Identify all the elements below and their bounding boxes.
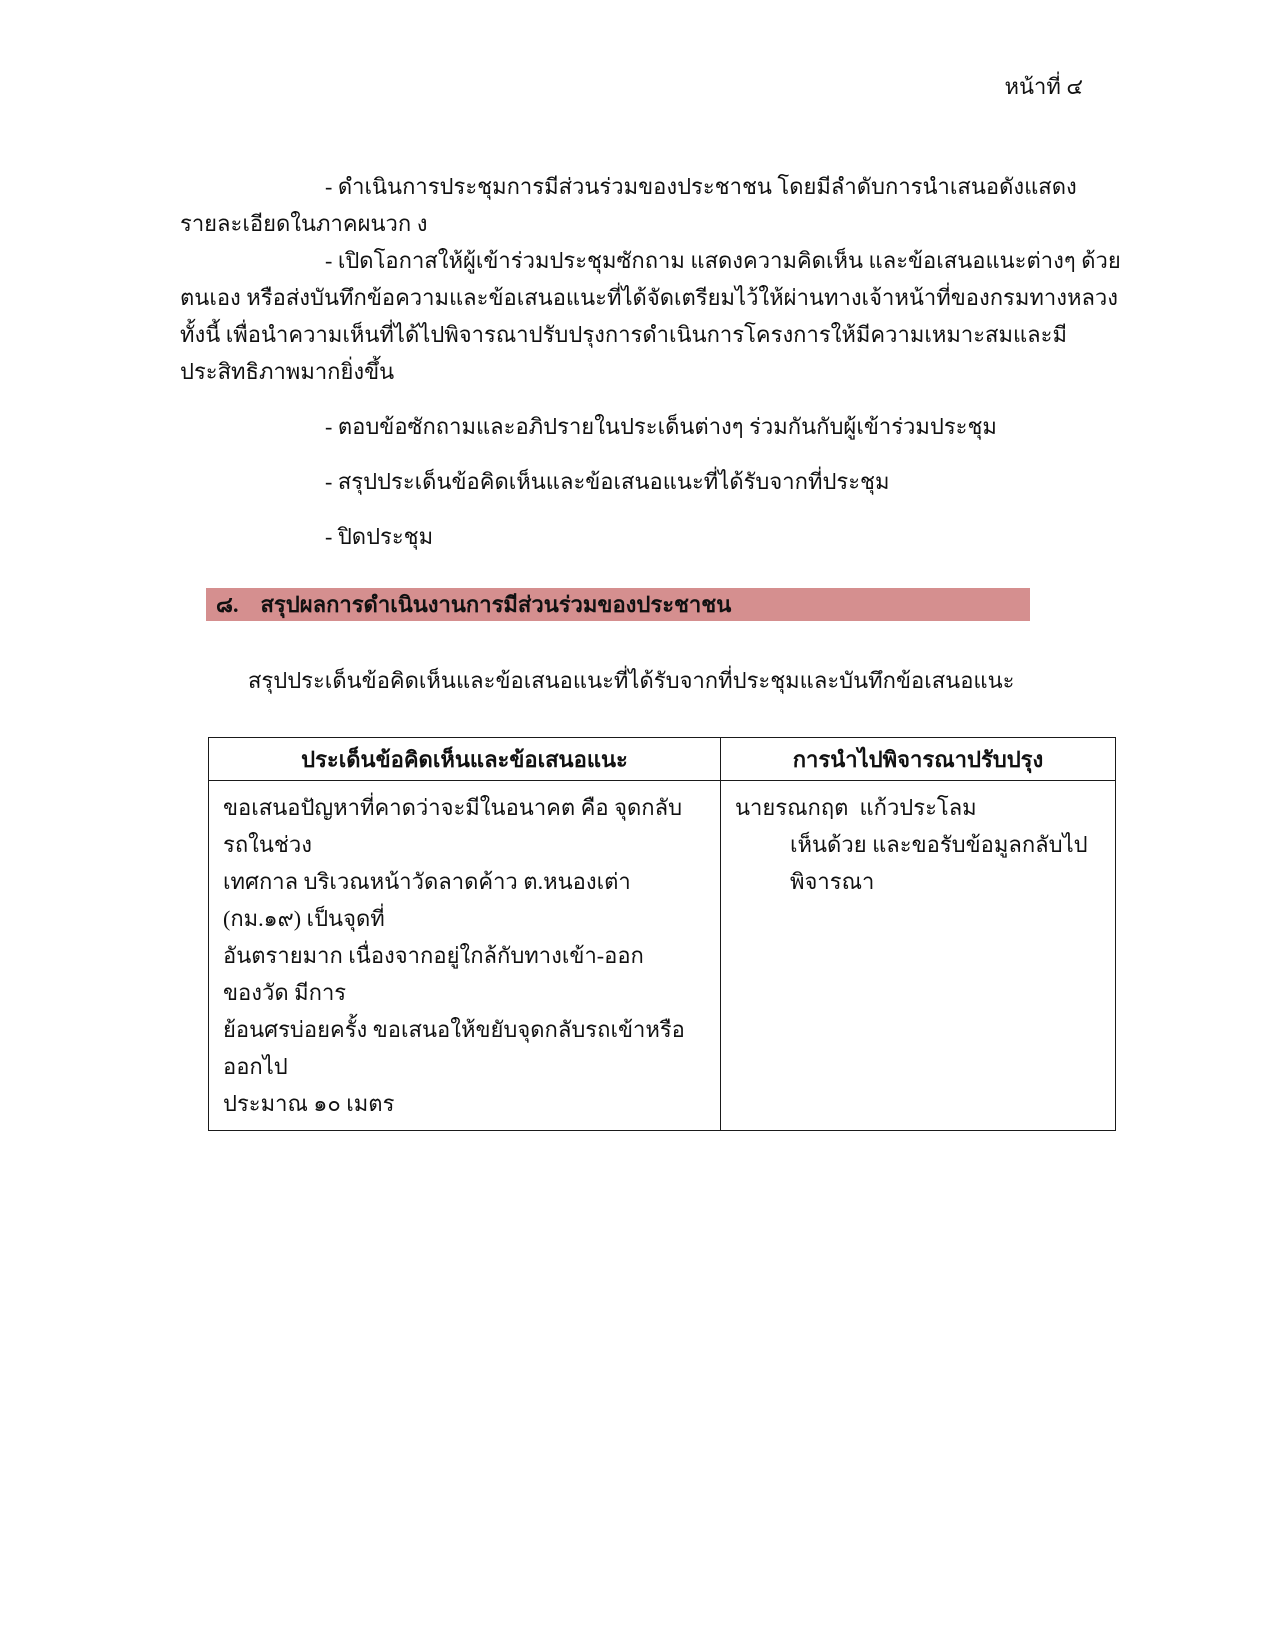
comment-line: ประมาณ ๑๐ เมตร (223, 1091, 395, 1116)
table-header-consideration: การนำไปพิจารณาปรับปรุง (721, 738, 1116, 781)
comment-line: ย้อนศรบ่อยครั้ง ขอเสนอให้ขยับจุดกลับรถเข้าหรือออกไป (223, 1017, 685, 1079)
comment-line: เทศกาล บริเวณหน้าวัดลาดค้าว ต.หนองเต่า (กม.๑๙) เป็นจุดที่ (223, 869, 637, 931)
paragraph-line: ทั้งนี้ เพื่อนำความเห็นที่ได้ไปพิจารณาปรับปรุงการดำเนินการโครงการให้มีความเหมาะสมและมี (180, 322, 1067, 347)
paragraph-line: ตนเอง หรือส่งบันทึกข้อความและข้อเสนอแนะที่ได้จัดเตรียมไว้ให้ผ่านทางเจ้าหน้าที่ของกรมทางหลวง (180, 285, 1119, 310)
response-name: นายรณกฤต แก้วประโลม (735, 795, 977, 820)
section-header-bar (206, 588, 1030, 621)
paragraph (180, 168, 1077, 242)
comment-line: อันตรายมาก เนื่องจากอยู่ใกล้กับทางเข้า-ออกของวัด มีการ (223, 943, 644, 1005)
comment-line: ขอเสนอปัญหาที่คาดว่าจะมีในอนาคต คือ จุดกลับรถในช่วง (223, 795, 683, 857)
bullet-item: - ตอบข้อซักถามและอภิปรายในประเด็นต่างๆ ร่วมกันกับผู้เข้าร่วมประชุม (325, 414, 997, 439)
table-header-comments: ประเด็นข้อคิดเห็นและข้อเสนอแนะ (209, 738, 721, 781)
response-detail: เห็นด้วย และขอรับข้อมูลกลับไปพิจารณา (790, 832, 1088, 894)
paragraph-line: ประสิทธิภาพมากยิ่งขึ้น (180, 359, 395, 384)
table-row (209, 781, 1116, 1131)
paragraph-line: - เปิดโอกาสให้ผู้เข้าร่วมประชุมซักถาม แสดงความคิดเห็น และข้อเสนอแนะต่างๆ ด้วย (325, 248, 1121, 273)
bullet-item: - สรุปประเด็นข้อคิดเห็นและข้อเสนอแนะที่ได้รับจากที่ประชุม (325, 469, 890, 494)
page-number: หน้าที่ ๔ (1004, 74, 1083, 99)
table-intro-text: สรุปประเด็นข้อคิดเห็นและข้อเสนอแนะที่ได้รับจากที่ประชุมและบันทึกข้อเสนอแนะ (248, 668, 1015, 693)
bullet-list (180, 408, 1066, 555)
comment-cell (209, 781, 721, 1131)
section-number: ๘. (216, 592, 239, 617)
section-title: สรุปผลการดำเนินงานการมีส่วนร่วมของประชาชน (260, 592, 732, 617)
paragraph-line: รายละเอียดในภาคผนวก ง (180, 211, 428, 236)
bullet-item: - ปิดประชุม (325, 524, 434, 549)
table-header-row (209, 738, 1116, 781)
document-content (180, 168, 1121, 1131)
response-cell (721, 781, 1116, 1131)
paragraph-line: - ดำเนินการประชุมการมีส่วนร่วมของประชาชน โดยมีลำดับการนำเสนอดังแสดง (325, 174, 1077, 199)
paragraph (180, 242, 1121, 390)
feedback-summary-table (208, 737, 1116, 1131)
